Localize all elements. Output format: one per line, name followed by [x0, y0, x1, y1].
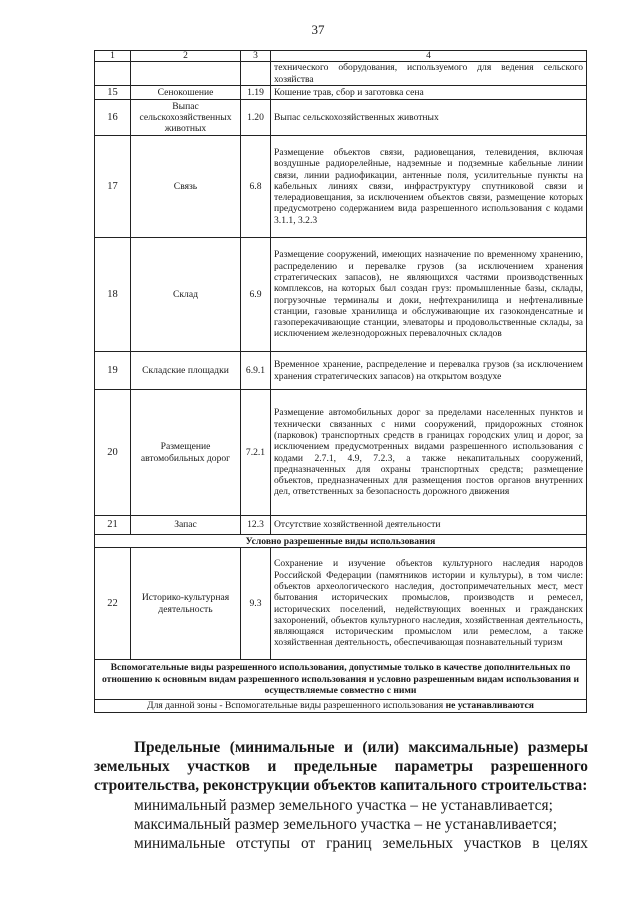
use-code: 1.20 [241, 100, 271, 136]
use-code: 6.9 [241, 238, 271, 352]
use-description: Кошение трав, сбор и заготовка сена [271, 86, 587, 100]
table-row [95, 62, 587, 86]
use-code: 7.2.1 [241, 390, 271, 516]
zone-note-text: Для данной зоны - Вспомогательные виды разрешенного использования [147, 700, 444, 711]
row-number: 18 [95, 238, 131, 352]
use-name [131, 62, 241, 86]
row-number: 16 [95, 100, 131, 136]
use-description: Выпас сельскохозяйственных животных [271, 100, 587, 136]
use-description: технического оборудования, используемого для ведения сельского хозяйства [271, 62, 587, 86]
use-description: Временное хранение, распределение и перевалка грузов (за исключением хранения стратегических запасов) на открытом воздухе [271, 352, 587, 390]
parameters-heading: Предельные (минимальные и (или) максимальные) размеры земельных участков и предельные параметры разрешенного строительства, реконструкции объектов капитального строительства: [94, 739, 588, 794]
row-number: 15 [95, 86, 131, 100]
use-name: Сенокошение [131, 86, 241, 100]
min-setback-paragraph: минимальные отступы от границ земельных участков в целях [134, 835, 588, 852]
use-code: 9.3 [241, 548, 271, 660]
use-description: Отсутствие хозяйственной деятельности [271, 516, 587, 535]
section-row [95, 535, 587, 548]
use-name: Связь [131, 136, 241, 238]
row-number: 17 [95, 136, 131, 238]
column-header: 2 [131, 51, 241, 62]
row-number: 19 [95, 352, 131, 390]
row-number: 21 [95, 516, 131, 535]
row-number: 22 [95, 548, 131, 660]
min-plot-size-paragraph: минимальный размер земельного участка – не устанавливается; [134, 797, 553, 814]
use-code [241, 62, 271, 86]
use-description: Размещение сооружений, имеющих назначение по временному хранению, распределению и перевалке грузов (за исключением хранения стратегических запасов), не являющихся частями производственных комплексов, на которых был создан груз: промышленные базы, склады, погрузочные терминалы и доки, нефтехранилища и нефтеналивные станции, газовые хранилища и обслуживающие их газоконденсатные и газоперекачивающие станции, элеваторы и продовольственные склады, за исключением железнодорожных перевалочных складов [271, 238, 587, 352]
auxiliary-uses-heading: Вспомогательные виды разрешенного использования, допустимые только в качестве дополнительных по отношению к основным видам разрешенного использования и условно разрешенным видам использования и осуществляемые совместно с ними [95, 660, 587, 700]
table-row [95, 548, 587, 660]
use-description: Размещение автомобильных дорог за пределами населенных пунктов и технически связанных с ними сооружений, придорожных стоянок (парковок) транспортных средств в границах городских улиц и дорог, за исключением предусмотренных видами разрешенного использования с кодами 2.7.1, 4.9, 7.2.3, а также некапитальных сооружений, предназначенных для охраны транспортных средств; размещение объектов, предназначенных для размещения постов органов внутренних дел, ответственных за безопасность дорожного движения [271, 390, 587, 516]
conditional-uses-heading: Условно разрешенные виды использования [95, 535, 587, 548]
use-code: 1.19 [241, 86, 271, 100]
table-row [95, 390, 587, 516]
use-code: 12.3 [241, 516, 271, 535]
use-name: Складские площадки [131, 352, 241, 390]
max-plot-size-paragraph: максимальный размер земельного участка – не устанавливается; [134, 816, 558, 833]
row-number: 20 [95, 390, 131, 516]
section-row [95, 699, 587, 712]
use-name: Запас [131, 516, 241, 535]
table-row [95, 352, 587, 390]
page-number: 37 [311, 22, 325, 37]
use-code: 6.8 [241, 136, 271, 238]
column-header: 4 [271, 51, 587, 62]
use-description: Размещение объектов связи, радиовещания, телевидения, включая воздушные радиорелейные, надземные и подземные кабельные линии связи, линии радиофикации, антенные поля, усилительные пункты на кабельных линиях связи, инфраструктуру спутниковой связи и телерадиовещания, за исключением объектов связи, размещение которых предусмотрено содержанием вида разрешенного использования с кодами 3.1.1, 3.2.3 [271, 136, 587, 238]
table-row [95, 86, 587, 100]
table-row [95, 238, 587, 352]
table-row [95, 136, 587, 238]
use-description: Сохранение и изучение объектов культурного наследия народов Российской Федерации (памятников истории и культуры), в том числе: объектов археологического наследия, достопримечательных мест, мест бытования исторических промыслов, производств и ремесел, исторических поселений, недействующих военных и гражданских захоронений, объектов культурного наследия, хозяйственная деятельность, являющаяся историческим промыслом или ремеслом, а также хозяйственная деятельность, обеспечивающая познавательный туризм [271, 548, 587, 660]
use-name: Склад [131, 238, 241, 352]
use-name: Историко-культурная деятельность [131, 548, 241, 660]
use-name: Выпас сельскохозяйственных животных [131, 100, 241, 136]
table-row [95, 516, 587, 535]
column-header: 1 [95, 51, 131, 62]
use-code: 6.9.1 [241, 352, 271, 390]
land-use-table [94, 50, 587, 713]
table-row [95, 100, 587, 136]
column-header: 3 [241, 51, 271, 62]
use-name: Размещение автомобильных дорог [131, 390, 241, 516]
table-header-row [95, 51, 587, 62]
section-row [95, 660, 587, 700]
row-number [95, 62, 131, 86]
auxiliary-uses-zone-note [95, 699, 587, 712]
zone-note-value: не устанавливаются [445, 700, 534, 711]
